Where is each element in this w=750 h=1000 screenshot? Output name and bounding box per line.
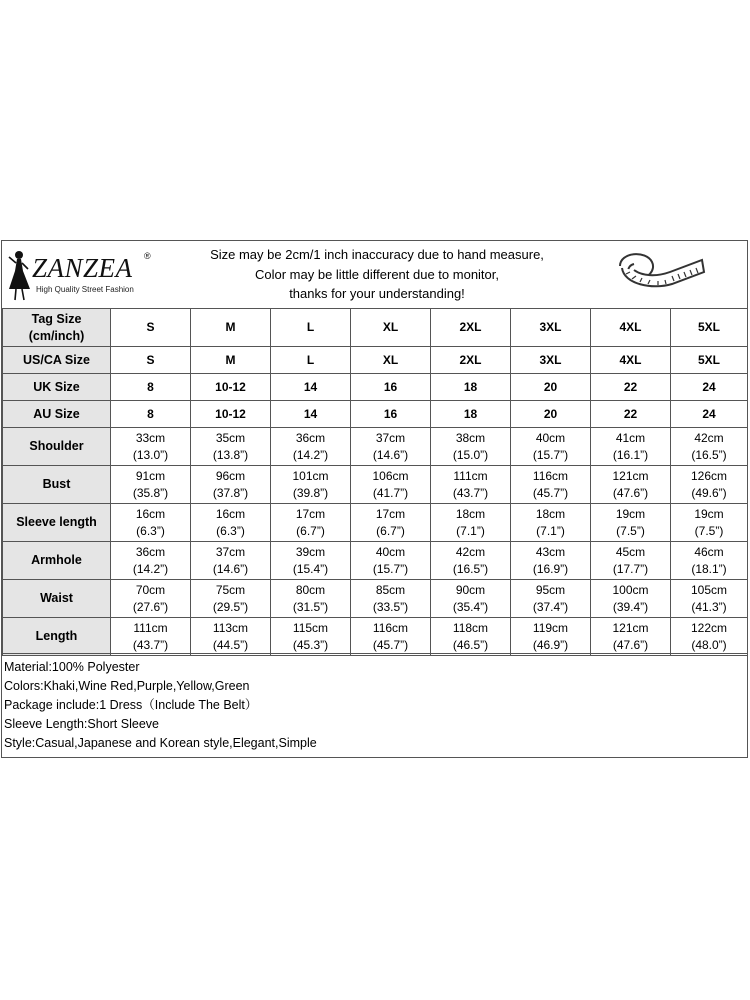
detail-colors: Colors:Khaki,Wine Red,Purple,Yellow,Green: [4, 679, 250, 693]
measure-cell: [111, 504, 191, 542]
measure-cell: [111, 542, 191, 580]
cm-value: 16cm: [215, 506, 246, 521]
measure-cell: [511, 542, 591, 580]
inch-value: (14.2”): [132, 561, 169, 576]
row-header: Waist: [3, 580, 111, 618]
detail-style: Style:Casual,Japanese and Korean style,Elegant,Simple: [4, 736, 317, 750]
size-row: [3, 309, 748, 347]
measure-cell: [431, 580, 511, 618]
detail-material: Material:100% Polyester: [4, 660, 140, 674]
measure-cell: [351, 542, 431, 580]
inch-value: (47.6”): [612, 485, 649, 500]
inch-value: (43.7”): [452, 485, 489, 500]
inch-value: (45.7”): [532, 485, 569, 500]
cm-value: 42cm: [694, 430, 724, 445]
inch-value: (17.7”): [612, 561, 649, 576]
cm-value: 100cm: [612, 582, 649, 597]
measure-cell: [191, 580, 271, 618]
size-cell: 2XL: [431, 309, 511, 347]
size-cell: 16: [351, 401, 431, 428]
cm-value: 126cm: [690, 468, 728, 483]
row-header: US/CA Size: [3, 347, 111, 374]
cm-value: 45cm: [615, 544, 646, 559]
cm-value: 113cm: [212, 620, 249, 635]
size-cell: 22: [591, 374, 671, 401]
size-cell: 14: [271, 401, 351, 428]
inch-value: (44.5”): [212, 637, 249, 652]
inch-value: (27.6”): [132, 599, 169, 614]
cm-value: 35cm: [215, 430, 246, 445]
inch-value: (14.6”): [212, 561, 249, 576]
inch-value: (48.0”): [691, 637, 727, 652]
row-header: AU Size: [3, 401, 111, 428]
row-header: Bust: [3, 466, 111, 504]
fashion-figure-icon: [6, 249, 32, 301]
cm-value: 40cm: [535, 430, 566, 445]
inch-value: (18.1”): [691, 561, 727, 576]
measure-cell: [111, 428, 191, 466]
size-cell: 14: [271, 374, 351, 401]
cm-value: 16cm: [135, 506, 166, 521]
measure-row: [3, 428, 748, 466]
row-header: Armhole: [3, 542, 111, 580]
cm-value: 38cm: [455, 430, 486, 445]
cm-value: 40cm: [375, 544, 406, 559]
measure-cell: [271, 542, 351, 580]
measure-cell: [511, 618, 591, 656]
cm-value: 122cm: [690, 620, 728, 635]
size-cell: 20: [511, 401, 591, 428]
cm-value: 121cm: [612, 468, 649, 483]
detail-package: Package include:1 Dress（Include The Belt）: [4, 698, 258, 712]
cm-value: 80cm: [295, 582, 326, 597]
cm-value: 101cm: [292, 468, 329, 483]
chart-header: [2, 241, 747, 309]
measure-cell: [271, 504, 351, 542]
measure-cell: [671, 542, 748, 580]
registered-mark: ®: [144, 251, 151, 261]
size-cell: 3XL: [511, 347, 591, 374]
size-cell: 10-12: [191, 401, 271, 428]
inch-value: (46.5”): [452, 637, 489, 652]
inch-value: (16.9”): [532, 561, 569, 576]
cm-value: 43cm: [535, 544, 566, 559]
cm-value: 39cm: [295, 544, 326, 559]
inch-value: (15.0”): [452, 447, 489, 462]
measure-cell: [351, 428, 431, 466]
cm-value: 90cm: [455, 582, 486, 597]
measure-cell: [591, 428, 671, 466]
inch-value: (16.1”): [612, 447, 649, 462]
size-table: [2, 308, 748, 656]
measure-cell: [271, 580, 351, 618]
inch-value: (6.3”): [136, 523, 165, 538]
measure-row: [3, 466, 748, 504]
measure-cell: [671, 466, 748, 504]
inch-value: (31.5”): [292, 599, 329, 614]
measure-cell: [111, 618, 191, 656]
inch-value: (46.9”): [532, 637, 569, 652]
product-details: [2, 653, 747, 757]
inch-value: (49.6”): [691, 485, 727, 500]
size-cell: M: [191, 309, 271, 347]
cm-value: 85cm: [375, 582, 406, 597]
cm-value: 121cm: [612, 620, 649, 635]
size-cell: M: [191, 347, 271, 374]
inch-value: (7.5”): [616, 523, 645, 538]
inch-value: (37.4”): [532, 599, 569, 614]
cm-value: 95cm: [535, 582, 566, 597]
size-cell: 10-12: [191, 374, 271, 401]
size-cell: 24: [671, 374, 748, 401]
inch-value: (33.5”): [372, 599, 409, 614]
size-cell: 4XL: [591, 309, 671, 347]
inch-value: (45.3”): [292, 637, 329, 652]
inch-value: (43.7”): [132, 637, 169, 652]
cm-value: 119cm: [532, 620, 569, 635]
size-cell: 22: [591, 401, 671, 428]
cm-value: 19cm: [615, 506, 646, 521]
row-header: UK Size: [3, 374, 111, 401]
measure-cell: [111, 466, 191, 504]
size-cell: L: [271, 347, 351, 374]
measure-cell: [271, 428, 351, 466]
cm-value: 36cm: [295, 430, 326, 445]
cm-value: 17cm: [375, 506, 406, 521]
cm-value: 111cm: [453, 468, 488, 483]
inch-value: (14.2”): [292, 447, 329, 462]
measure-cell: [431, 428, 511, 466]
inch-value: (13.0”): [132, 447, 169, 462]
cm-value: 118cm: [452, 620, 489, 635]
measure-cell: [191, 466, 271, 504]
measure-cell: [111, 580, 191, 618]
inch-value: (15.7”): [372, 561, 409, 576]
inch-value: (7.1”): [456, 523, 485, 538]
measure-cell: [511, 504, 591, 542]
measure-cell: [191, 504, 271, 542]
size-cell: 16: [351, 374, 431, 401]
cm-value: 70cm: [135, 582, 166, 597]
measure-cell: [591, 466, 671, 504]
size-cell: 3XL: [511, 309, 591, 347]
cm-value: 116cm: [372, 620, 409, 635]
measure-cell: [271, 466, 351, 504]
measure-row: [3, 542, 748, 580]
inch-value: (41.7”): [372, 485, 409, 500]
size-row: [3, 374, 748, 401]
inch-value: (7.5”): [694, 523, 724, 538]
cm-value: 116cm: [532, 468, 569, 483]
size-cell: S: [111, 309, 191, 347]
inch-value: (45.7”): [372, 637, 409, 652]
measure-cell: [591, 618, 671, 656]
cm-value: 46cm: [694, 544, 724, 559]
measure-cell: [591, 504, 671, 542]
measuring-tape-icon: [612, 244, 708, 306]
measure-cell: [671, 428, 748, 466]
cm-value: 105cm: [690, 582, 728, 597]
measure-cell: [351, 580, 431, 618]
brand-name: ZANZEA: [32, 253, 133, 283]
cm-value: 19cm: [694, 506, 724, 521]
inch-value: (35.8”): [132, 485, 169, 500]
inch-value: (6.7”): [376, 523, 405, 538]
row-header: Tag Size (cm/inch): [3, 309, 111, 347]
inch-value: (13.8”): [212, 447, 249, 462]
size-cell: 4XL: [591, 347, 671, 374]
measure-cell: [191, 618, 271, 656]
size-chart-sheet: [1, 240, 748, 758]
measure-cell: [591, 542, 671, 580]
inch-value: (35.4”): [452, 599, 489, 614]
inch-value: (37.8”): [212, 485, 249, 500]
cm-value: 17cm: [295, 506, 326, 521]
notice-line: Color may be little different due to monitor,: [255, 266, 499, 282]
cm-value: 18cm: [455, 506, 486, 521]
measure-cell: [671, 504, 748, 542]
size-cell: 5XL: [671, 309, 748, 347]
cm-value: 91cm: [135, 468, 166, 483]
measure-cell: [431, 618, 511, 656]
brand-tagline: High Quality Street Fashion: [36, 285, 134, 294]
measure-cell: [671, 618, 748, 656]
size-row: [3, 347, 748, 374]
row-header: Sleeve length: [3, 504, 111, 542]
cm-value: 75cm: [215, 582, 246, 597]
size-cell: 2XL: [431, 347, 511, 374]
measure-cell: [671, 580, 748, 618]
inch-value: (6.3”): [216, 523, 245, 538]
measure-cell: [431, 542, 511, 580]
measurement-notice: [182, 245, 572, 304]
size-cell: 20: [511, 374, 591, 401]
size-cell: 5XL: [671, 347, 748, 374]
row-header: Shoulder: [3, 428, 111, 466]
inch-value: (15.4”): [292, 561, 329, 576]
inch-value: (39.8”): [292, 485, 329, 500]
cm-value: 18cm: [535, 506, 566, 521]
inch-value: (7.1”): [536, 523, 565, 538]
inch-value: (41.3”): [691, 599, 727, 614]
measure-cell: [511, 580, 591, 618]
cm-value: 106cm: [372, 468, 409, 483]
measure-cell: [351, 618, 431, 656]
size-cell: L: [271, 309, 351, 347]
measure-cell: [511, 428, 591, 466]
inch-value: (47.6”): [612, 637, 649, 652]
measure-cell: [191, 428, 271, 466]
measure-cell: [431, 466, 511, 504]
inch-value: (16.5”): [452, 561, 489, 576]
cm-value: 42cm: [455, 544, 486, 559]
size-cell: XL: [351, 309, 431, 347]
measure-cell: [351, 504, 431, 542]
size-cell: S: [111, 347, 191, 374]
cm-value: 36cm: [135, 544, 166, 559]
size-cell: 18: [431, 374, 511, 401]
cm-value: 33cm: [135, 430, 166, 445]
cm-value: 37cm: [375, 430, 406, 445]
inch-value: (14.6”): [372, 447, 409, 462]
size-cell: XL: [351, 347, 431, 374]
cm-value: 96cm: [215, 468, 246, 483]
inch-value: (29.5”): [212, 599, 249, 614]
cm-value: 41cm: [615, 430, 646, 445]
measure-cell: [271, 618, 351, 656]
detail-sleeve-length: Sleeve Length:Short Sleeve: [4, 717, 159, 731]
measure-cell: [431, 504, 511, 542]
cm-value: 111cm: [133, 620, 168, 635]
measure-cell: [191, 542, 271, 580]
size-cell: 8: [111, 374, 191, 401]
brand-logo: [6, 249, 156, 301]
notice-line: thanks for your understanding!: [289, 286, 465, 301]
cm-value: 115cm: [292, 620, 329, 635]
size-cell: 24: [671, 401, 748, 428]
row-header: Length: [3, 618, 111, 656]
size-row: [3, 401, 748, 428]
measure-row: [3, 618, 748, 656]
measure-row: [3, 580, 748, 618]
inch-value: (39.4”): [612, 599, 649, 614]
inch-value: (6.7”): [296, 523, 325, 538]
notice-line: Size may be 2cm/1 inch inaccuracy due to hand measure,: [210, 247, 544, 262]
inch-value: (16.5”): [691, 447, 727, 462]
measure-row: [3, 504, 748, 542]
cm-value: 37cm: [215, 544, 246, 559]
inch-value: (15.7”): [532, 447, 569, 462]
size-cell: 18: [431, 401, 511, 428]
measure-cell: [351, 466, 431, 504]
measure-cell: [511, 466, 591, 504]
measure-cell: [591, 580, 671, 618]
size-cell: 8: [111, 401, 191, 428]
